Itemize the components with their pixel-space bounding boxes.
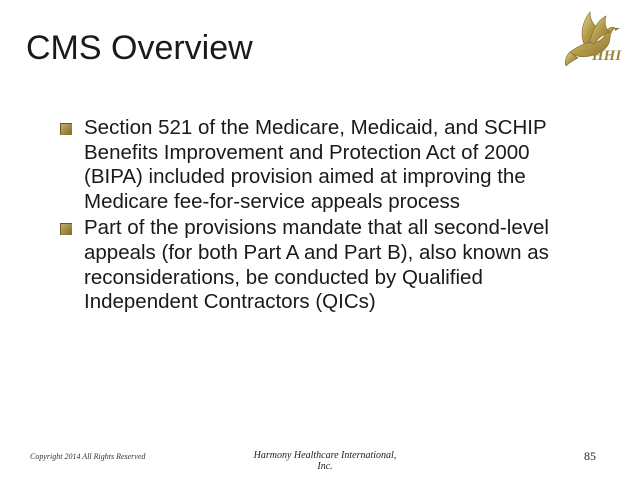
logo-text: HHI (592, 48, 622, 64)
page-number: 85 (584, 449, 596, 463)
bullet-list (56, 116, 586, 317)
bullet-text: Section 521 of the Medicare, Medicaid, and SCHIP Benefits Improvement and Protection Act of 2000 (BIPA) included provision aimed at improving the Medicare fee-for-service appeals process (84, 116, 547, 213)
bullet-text: Part of the provisions mandate that all second-level appeals (for both Part A and Part B), also known as reconsiderations, be conducted by Qualified Independent Contractors (QICs) (84, 216, 549, 314)
bullet-item (56, 216, 586, 314)
bullet-item (56, 116, 586, 214)
square-bullet-icon (60, 123, 72, 135)
company-logo (560, 6, 630, 74)
slide-title: CMS Overview (26, 29, 253, 67)
footer-company-name: Harmony Healthcare International, Inc. (253, 450, 397, 472)
slide-footer (0, 448, 638, 472)
square-bullet-icon (60, 223, 72, 235)
footer-copyright: Copyright 2014 All Rights Reserved (30, 452, 146, 461)
